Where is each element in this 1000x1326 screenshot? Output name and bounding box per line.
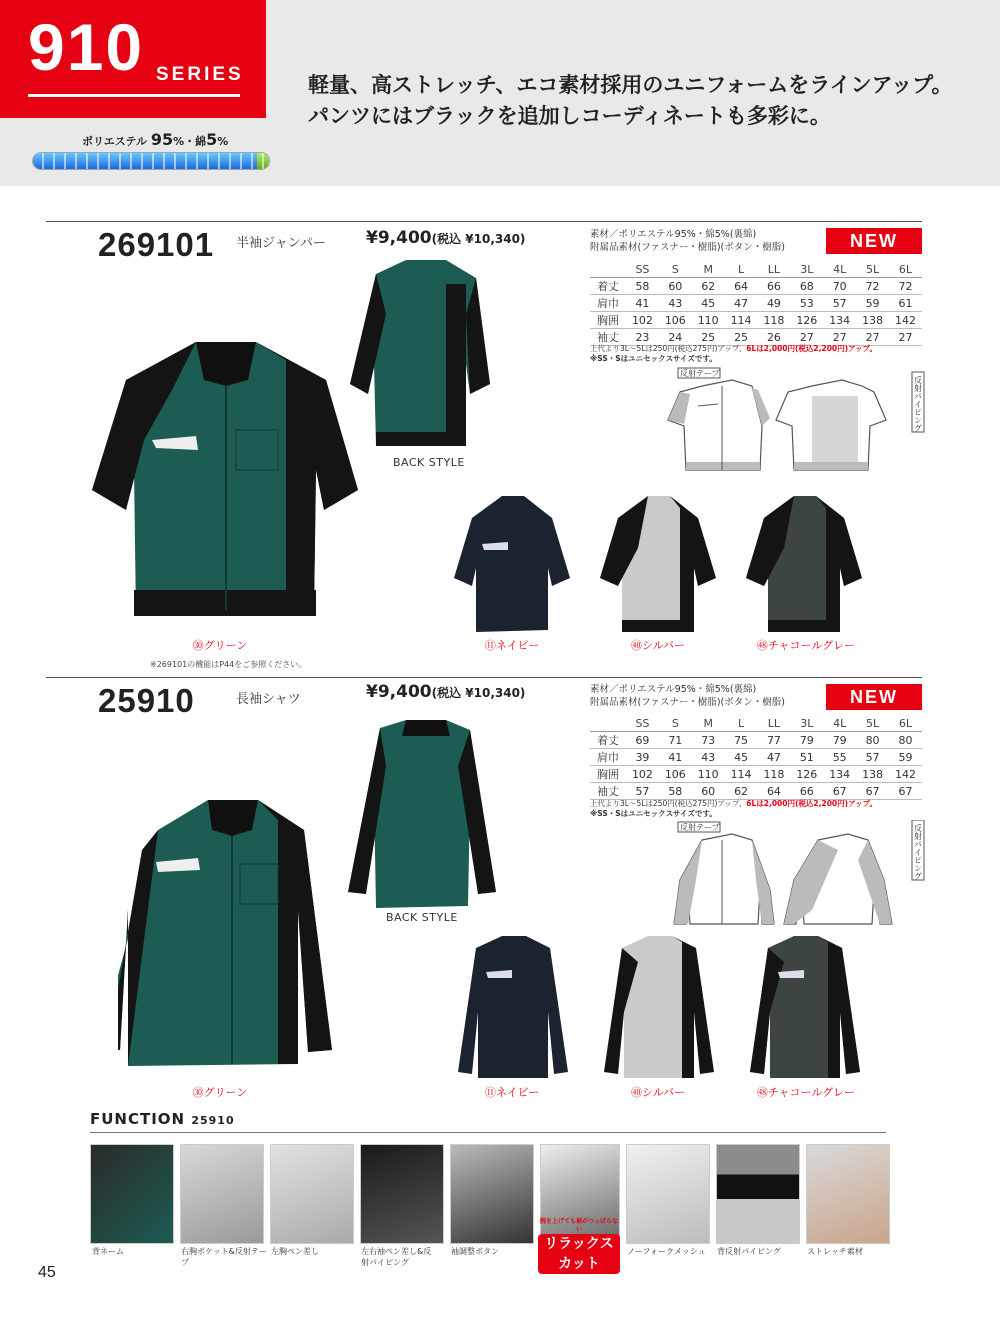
tech-label-right: 反射パイピング [913, 824, 923, 880]
size-cell: 138 [856, 766, 889, 783]
size-cell: 27 [823, 329, 856, 346]
variant-silver-photo [598, 932, 718, 1082]
function-caption: ストレッチ素材 [807, 1247, 863, 1256]
size-header: L [725, 262, 758, 278]
size-cell: 41 [659, 749, 692, 766]
fabric-cotton-pct: 5 [206, 130, 218, 149]
color-label-navy: ⑪ネイビー [484, 1086, 540, 1099]
material-info [590, 228, 785, 254]
tech-label-right: 反射パイピング [913, 376, 923, 432]
size-cell: 62 [725, 783, 758, 800]
size-cell: 79 [790, 732, 823, 749]
function-code: 25910 [191, 1114, 235, 1127]
color-label-charcoal: ㊽チャコールグレー [756, 1086, 856, 1099]
function-rule [90, 1132, 886, 1133]
size-header: M [692, 716, 725, 732]
note-line1: 上代より3L〜5Lは250円(税込275円)アップ、 [590, 344, 747, 353]
size-cell: 53 [790, 295, 823, 312]
product-price [366, 228, 525, 248]
size-cell: 58 [626, 278, 659, 295]
size-cell: 68 [790, 278, 823, 295]
size-header: SS [626, 716, 659, 732]
size-cell: 27 [856, 329, 889, 346]
material-info [590, 683, 785, 709]
size-cell: 59 [856, 295, 889, 312]
size-cell: 25 [692, 329, 725, 346]
material-line2: 附属品素材(ファスナー・樹脂)(ボタン・樹脂) [590, 242, 785, 253]
size-row-label: 胸囲 [590, 766, 626, 783]
size-cell: 77 [758, 732, 791, 749]
size-cell: 118 [758, 766, 791, 783]
function-caption: 左胸ペン差し [271, 1247, 319, 1256]
size-cell: 73 [692, 732, 725, 749]
material-line2: 附属品素材(ファスナー・樹脂)(ボタン・樹脂) [590, 697, 785, 708]
headline [308, 70, 953, 132]
variant-charcoal-photo [744, 932, 864, 1082]
size-row [590, 783, 922, 800]
size-header: L [725, 716, 758, 732]
material-line1: 素材／ポリエステル95%・綿5%(裏綿) [590, 684, 757, 695]
size-cell: 142 [889, 766, 922, 783]
size-cell: 106 [659, 766, 692, 783]
size-cell: 102 [626, 766, 659, 783]
size-header: 5L [856, 262, 889, 278]
series-number: 910 [28, 10, 145, 84]
section-rule [46, 221, 922, 222]
note-line2: ※SS・Sはユニセックスサイズです。 [590, 809, 717, 818]
size-header: 5L [856, 716, 889, 732]
size-cell: 39 [626, 749, 659, 766]
size-cell: 60 [692, 783, 725, 800]
size-header: S [659, 716, 692, 732]
size-header-blank [590, 262, 626, 278]
fabric-bar-ticks [33, 153, 269, 169]
size-cell: 45 [692, 295, 725, 312]
note-line2: ※SS・Sはユニセックスサイズです。 [590, 354, 717, 363]
page-number: 45 [38, 1264, 56, 1281]
note-line1: 上代より3L〜5Lは250円(税込275円)アップ、 [590, 799, 747, 808]
size-header: M [692, 262, 725, 278]
size-row [590, 766, 922, 783]
function-title [90, 1110, 235, 1128]
size-cell: 57 [626, 783, 659, 800]
color-label-navy: ⑪ネイビー [484, 639, 540, 652]
size-row-label: 着丈 [590, 278, 626, 295]
price-tax: (税込 ¥10,340) [431, 686, 526, 700]
size-cell: 70 [823, 278, 856, 295]
size-header: LL [758, 262, 791, 278]
material-line1: 素材／ポリエステル95%・綿5%(裏綿) [590, 229, 757, 240]
size-cell: 47 [725, 295, 758, 312]
size-cell: 110 [692, 312, 725, 329]
size-cell: 134 [823, 312, 856, 329]
fabric-bar [32, 152, 270, 170]
size-cell: 43 [692, 749, 725, 766]
size-cell: 138 [856, 312, 889, 329]
size-cell: 61 [889, 295, 922, 312]
headline-line1: 軽量、高ストレッチ、エコ素材採用のユニフォームをラインアップ。 [308, 73, 953, 97]
size-header: 4L [823, 716, 856, 732]
series-word: SERIES [156, 64, 244, 85]
size-cell: 58 [659, 783, 692, 800]
tech-drawing [662, 366, 930, 476]
size-header: 4L [823, 262, 856, 278]
size-row-label: 袖丈 [590, 329, 626, 346]
size-cell: 75 [725, 732, 758, 749]
size-cell: 114 [725, 312, 758, 329]
size-header-blank [590, 716, 626, 732]
size-header: 6L [889, 262, 922, 278]
size-cell: 55 [823, 749, 856, 766]
series-underline [28, 94, 240, 97]
size-table [590, 262, 922, 346]
size-cell: 57 [856, 749, 889, 766]
size-cell: 25 [725, 329, 758, 346]
fabric-composition [82, 130, 228, 149]
size-cell: 59 [889, 749, 922, 766]
size-row [590, 749, 922, 766]
size-header: 3L [790, 262, 823, 278]
product-name: 半袖ジャンパー [236, 236, 326, 251]
function-caption: 背反射パイピング [717, 1247, 781, 1256]
size-cell: 41 [626, 295, 659, 312]
main-garment-photo [86, 320, 366, 636]
color-label-silver: ㊵シルバー [631, 639, 685, 652]
back-style-photo [346, 716, 498, 910]
size-cell: 114 [725, 766, 758, 783]
size-cell: 72 [889, 278, 922, 295]
fabric-label: ポリエステル [82, 135, 148, 148]
size-header: SS [626, 262, 659, 278]
size-row [590, 329, 922, 346]
size-cell: 57 [823, 295, 856, 312]
back-style-label: BACK STYLE [386, 911, 458, 924]
size-cell: 26 [758, 329, 791, 346]
price-value: ¥9,400 [366, 228, 432, 248]
size-note [590, 799, 877, 819]
section-rule [46, 677, 922, 678]
function-caption: 背ネーム [92, 1247, 124, 1256]
size-cell: 106 [659, 312, 692, 329]
main-garment-photo [118, 790, 338, 1086]
size-row [590, 732, 922, 749]
size-cell: 126 [790, 312, 823, 329]
size-cell: 79 [823, 732, 856, 749]
product-name: 長袖シャツ [236, 692, 301, 707]
size-cell: 126 [790, 766, 823, 783]
price-value: ¥9,400 [366, 682, 432, 702]
function-photo-mesh [626, 1144, 710, 1244]
color-label-main: ㉚グリーン [192, 1086, 248, 1099]
size-cell: 69 [626, 732, 659, 749]
size-cell: 60 [659, 278, 692, 295]
size-header: 3L [790, 716, 823, 732]
function-photo-pen-pocket [270, 1144, 354, 1244]
size-cell: 67 [823, 783, 856, 800]
size-cell: 67 [856, 783, 889, 800]
size-row-label: 袖丈 [590, 783, 626, 800]
size-note [590, 344, 877, 364]
size-header: LL [758, 716, 791, 732]
tech-drawing [662, 820, 930, 930]
function-photo-cuff-button [450, 1144, 534, 1244]
price-tax: (税込 ¥10,340) [431, 232, 526, 246]
size-cell: 66 [758, 278, 791, 295]
function-title-text: FUNCTION [90, 1110, 186, 1128]
size-cell: 27 [889, 329, 922, 346]
size-cell: 64 [758, 783, 791, 800]
size-row-label: 肩巾 [590, 749, 626, 766]
fabric-sep: %・綿 [173, 135, 207, 148]
variant-silver-photo [598, 488, 718, 636]
size-cell: 67 [889, 783, 922, 800]
function-caption: 左右袖ペン差し&反射パイピング [361, 1247, 432, 1267]
function-reference-note: ※269101の機能はP44をご参照ください。 [150, 660, 307, 669]
fabric-poly-pct: 95 [150, 130, 174, 149]
size-cell: 80 [856, 732, 889, 749]
product-code: 25910 [98, 682, 195, 719]
function-photo-stretch [806, 1144, 890, 1244]
size-cell: 66 [790, 783, 823, 800]
function-caption: ノーフォークメッシュ [627, 1247, 706, 1256]
size-cell: 27 [790, 329, 823, 346]
back-style-label: BACK STYLE [393, 456, 465, 469]
size-cell: 71 [659, 732, 692, 749]
new-badge: NEW [826, 228, 922, 254]
size-cell: 72 [856, 278, 889, 295]
size-cell: 80 [889, 732, 922, 749]
size-table [590, 716, 922, 800]
product-code: 269101 [98, 226, 215, 263]
size-row [590, 278, 922, 295]
size-cell: 142 [889, 312, 922, 329]
size-row-label: 胸囲 [590, 312, 626, 329]
variant-navy-photo [452, 488, 572, 636]
color-label-silver: ㊵シルバー [631, 1086, 685, 1099]
back-style-photo [346, 254, 492, 450]
function-caption: 右胸ポケット&反射テープ [181, 1247, 267, 1267]
function-photo-back-name [90, 1144, 174, 1244]
size-cell: 24 [659, 329, 692, 346]
size-header: S [659, 262, 692, 278]
color-label-main: ㉚グリーン [192, 639, 248, 652]
size-cell: 43 [659, 295, 692, 312]
fabric-pct-sign: % [217, 135, 229, 148]
size-header: 6L [889, 716, 922, 732]
new-badge: NEW [826, 684, 922, 710]
tech-label-left: 反射テープ [680, 369, 720, 378]
headline-line2: パンツにはブラックを追加しコーディネートも多彩に。 [308, 104, 831, 128]
size-cell: 102 [626, 312, 659, 329]
function-photo-back-piping [716, 1144, 800, 1244]
product-price [366, 682, 525, 702]
size-cell: 47 [758, 749, 791, 766]
color-label-charcoal: ㊽チャコールグレー [756, 639, 856, 652]
size-cell: 118 [758, 312, 791, 329]
size-cell: 62 [692, 278, 725, 295]
relax-cut-badge [538, 1218, 620, 1272]
note-line1-red: 6Lは2,000円(税込2,200円)アップ。 [746, 799, 877, 808]
size-cell: 64 [725, 278, 758, 295]
tech-label-left: 反射テープ [680, 823, 720, 832]
function-photo-sleeve-pen [360, 1144, 444, 1244]
function-photo-chest-pocket [180, 1144, 264, 1244]
size-cell: 110 [692, 766, 725, 783]
size-cell: 45 [725, 749, 758, 766]
relax-badge-small: 腕を上げても裾がつっぱらない [540, 1218, 618, 1233]
variant-navy-photo [452, 932, 572, 1082]
size-row [590, 312, 922, 329]
size-cell: 51 [790, 749, 823, 766]
size-row [590, 295, 922, 312]
relax-badge-text: リラックスカット [538, 1234, 620, 1274]
size-cell: 134 [823, 766, 856, 783]
note-line1-red: 6Lは2,000円(税込2,200円)アップ。 [746, 344, 877, 353]
size-row-label: 着丈 [590, 732, 626, 749]
variant-charcoal-photo [744, 488, 864, 636]
size-cell: 23 [626, 329, 659, 346]
size-row-label: 肩巾 [590, 295, 626, 312]
function-caption: 袖調整ボタン [451, 1247, 499, 1256]
size-cell: 49 [758, 295, 791, 312]
